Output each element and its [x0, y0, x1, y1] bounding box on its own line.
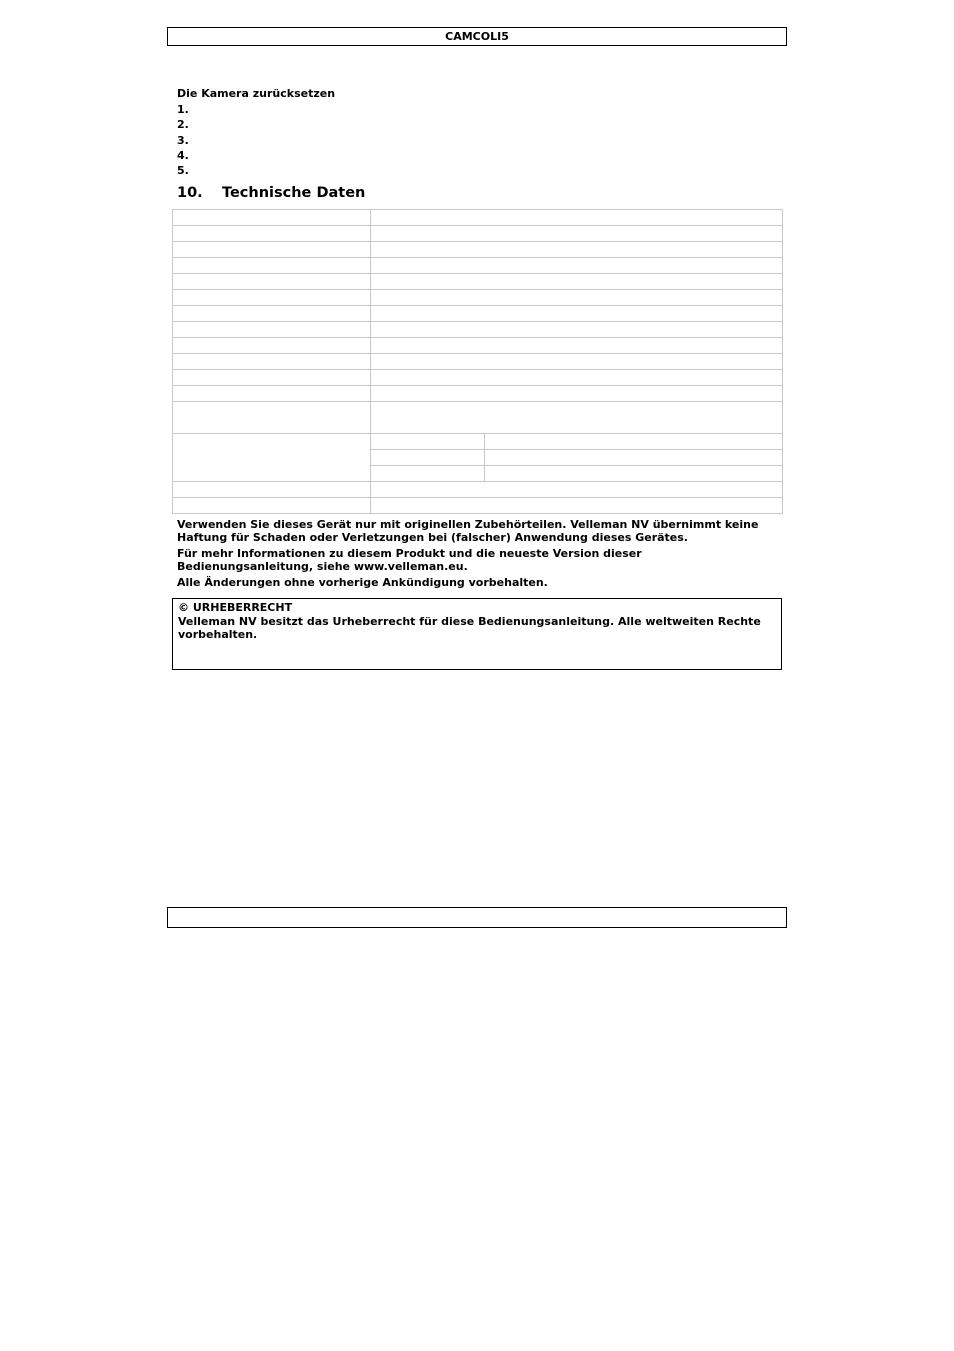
step-item: 2.	[177, 118, 189, 132]
copyright-heading: © URHEBERRECHT	[178, 601, 293, 614]
table-row	[173, 338, 783, 354]
changes-note: Alle Änderungen ohne vorherige Ankündigung vorbehalten.	[177, 575, 548, 589]
table-row	[173, 386, 783, 402]
step-item: 4.	[177, 148, 189, 162]
section-title: Technische Daten	[222, 185, 366, 201]
reset-steps	[177, 102, 189, 178]
table-row	[173, 322, 783, 338]
table-row	[173, 210, 783, 226]
step-item: 5.	[177, 164, 189, 178]
table-row	[173, 226, 783, 242]
section-number: 10.	[177, 185, 203, 201]
table-row	[173, 274, 783, 290]
section-heading	[177, 185, 365, 201]
more-info-note: Für mehr Informationen zu diesem Produkt und die neueste Version dieser Bedienungsanleitung, siehe www.velleman.eu.	[177, 546, 642, 574]
table-row	[173, 258, 783, 274]
model-name: CAMCOLI5	[445, 30, 509, 43]
accessories-note: Verwenden Sie dieses Gerät nur mit originellen Zubehörteilen. Velleman NV übernimmt keine Haftung für Schaden oder Verletzungen bei (falscher) Anwendung dieses Gerätes.	[177, 518, 759, 545]
step-item: 1.	[177, 103, 189, 116]
table-row	[173, 306, 783, 322]
table-row	[173, 370, 783, 386]
table-row	[173, 290, 783, 306]
page-header	[167, 27, 787, 46]
table-row	[173, 498, 783, 514]
spec-table	[172, 209, 783, 514]
copyright-text: Velleman NV besitzt das Urheberrecht für diese Bedienungsanleitung. Alle weltweiten Rechte vorbehalten.	[178, 614, 761, 641]
step-item: 3.	[177, 133, 189, 147]
table-row	[173, 242, 783, 258]
reset-heading: Die Kamera zurücksetzen	[177, 87, 336, 100]
table-row	[173, 482, 783, 498]
notes	[177, 518, 777, 591]
copyright-box	[172, 598, 782, 670]
table-row	[173, 434, 783, 450]
table-row	[173, 354, 783, 370]
table-row	[173, 402, 783, 434]
page-footer	[167, 907, 787, 928]
